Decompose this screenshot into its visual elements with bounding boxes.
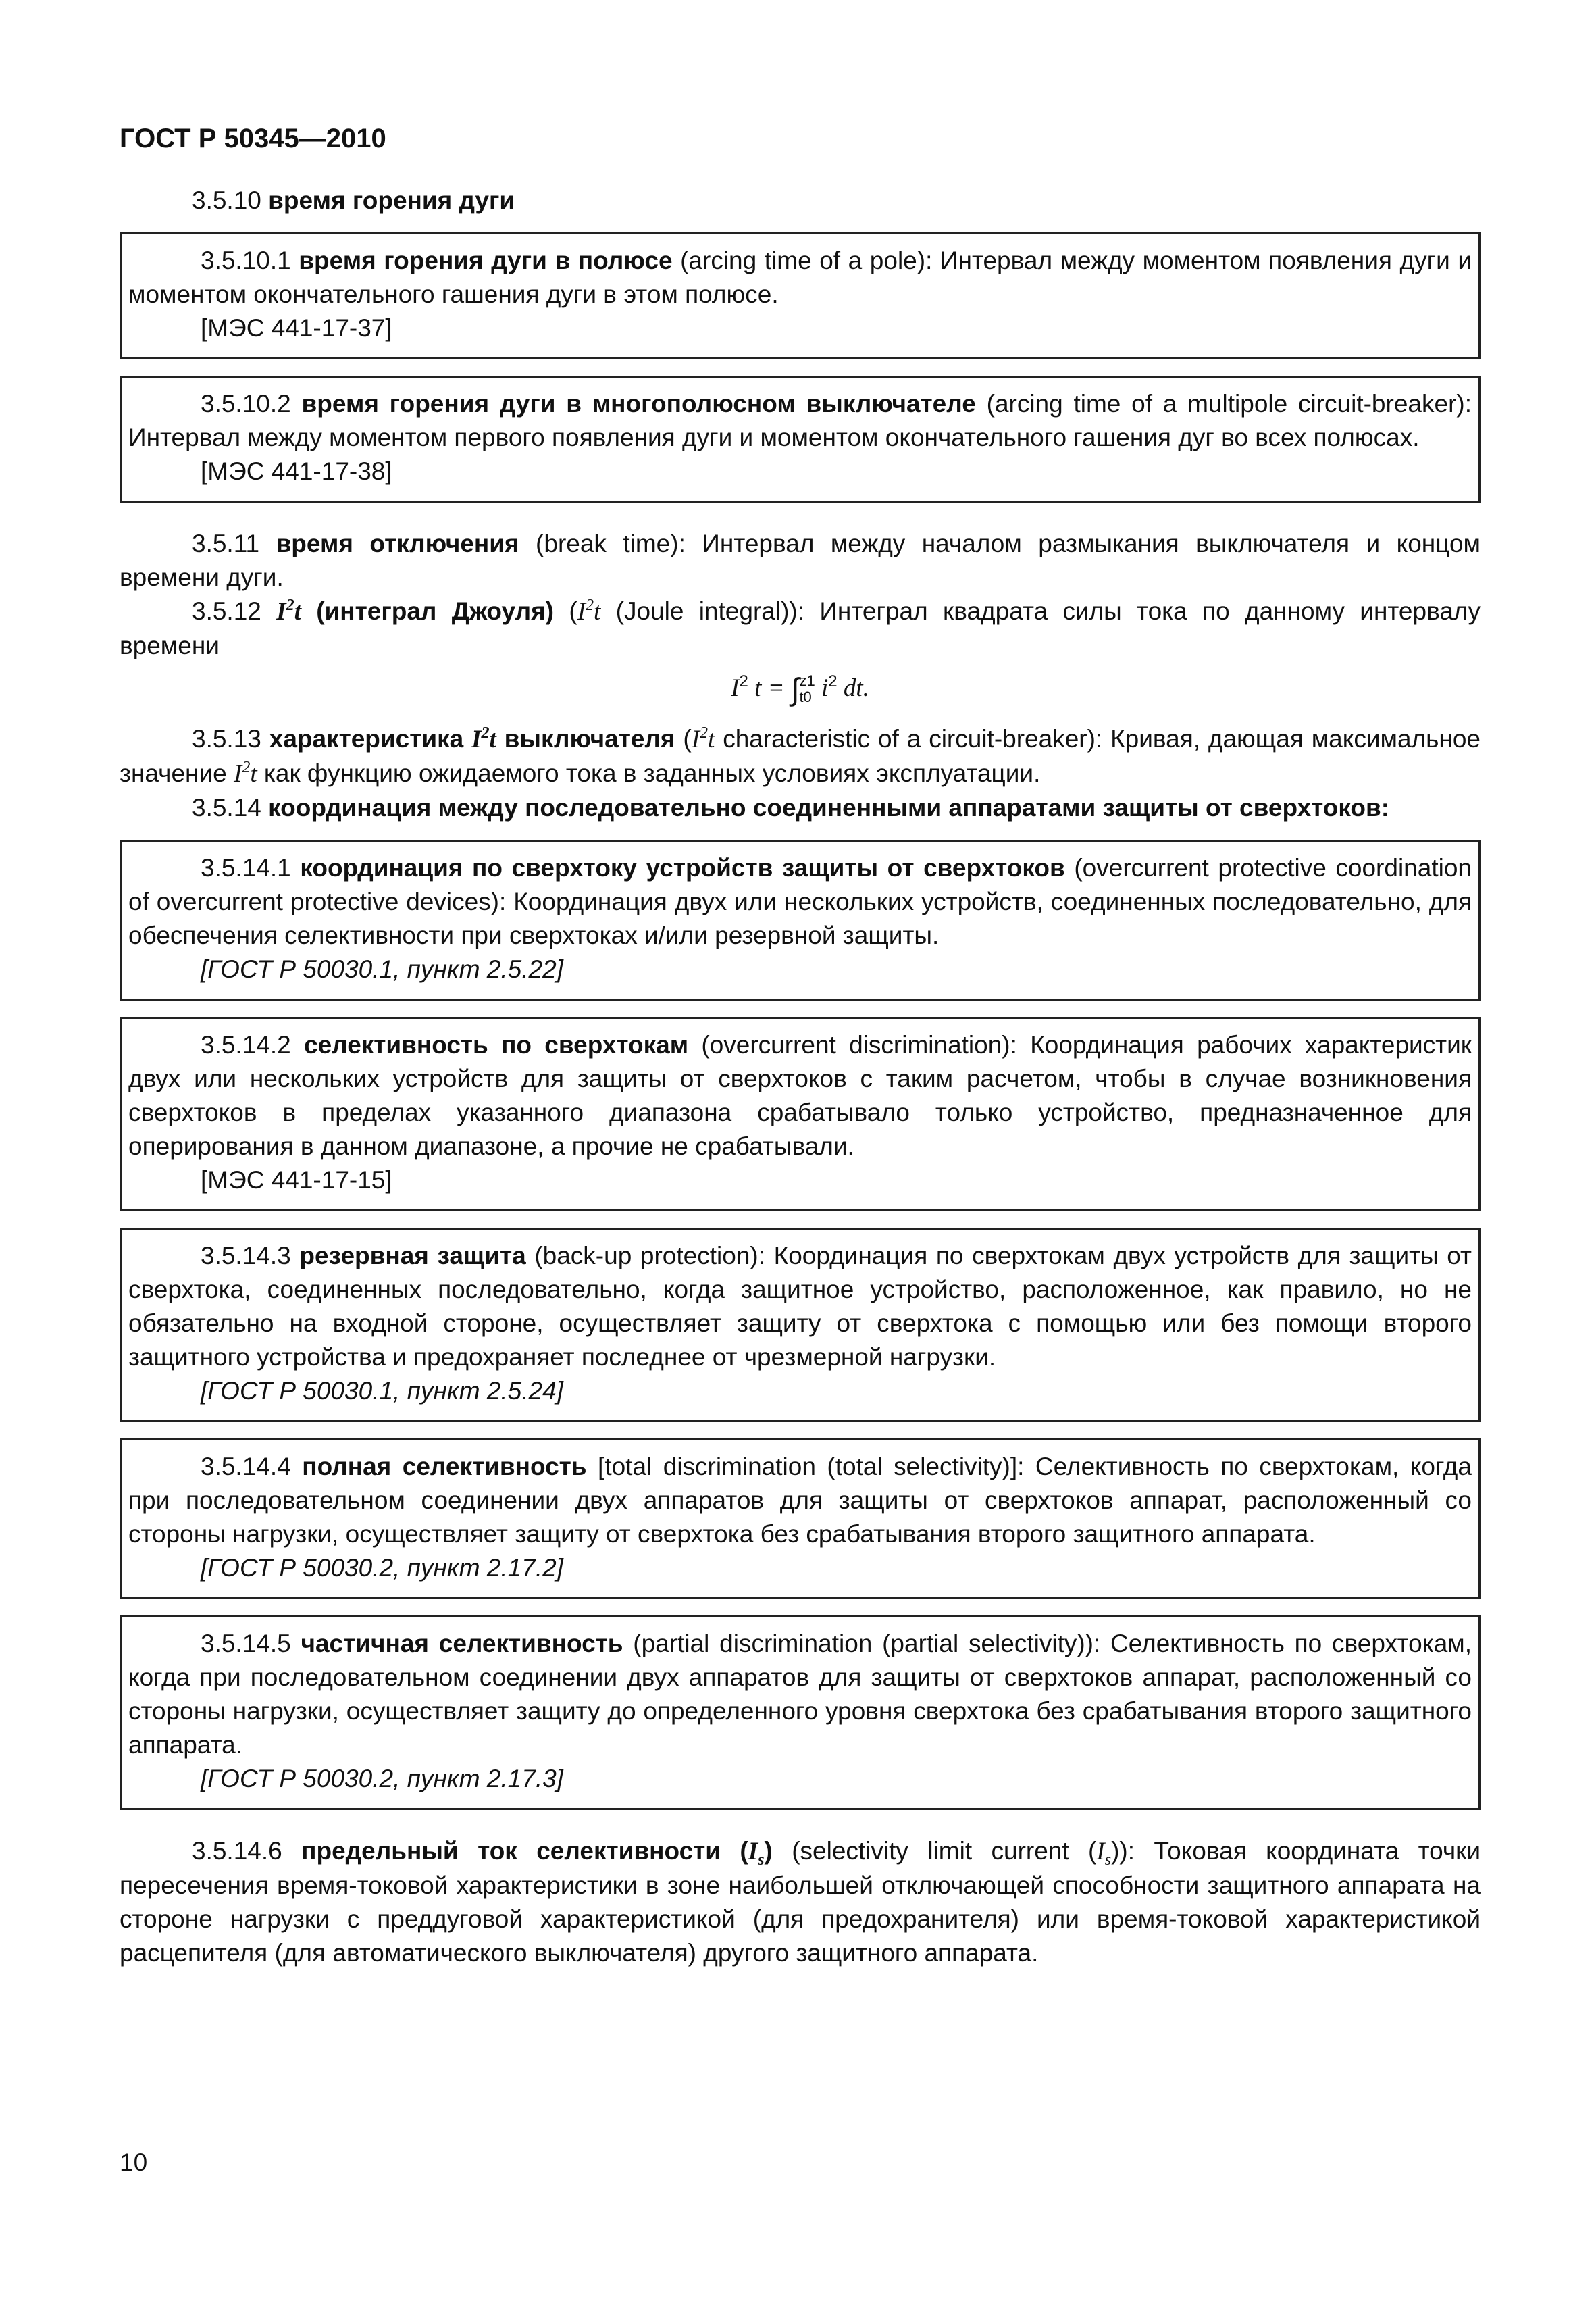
term: время горения дуги [268,186,515,214]
definition-text: 3.5.14.3 резервная защита (back-up protection): Координация по сверхтокам двух устройств для защиты от сверхтока, соединенных последовательно, когда защитное устройство, расположенное, как правило, но не обязательно на входной стороне, осуществляет защиту от сверхтока с помощью или без помощи второго защитного устройства и предохраняет последнее от чрезмерной нагрузки. [128,1242,1472,1371]
reference: [ГОСТ Р 50030.1, пункт 2.5.22] [201,955,563,983]
term: координация между последовательно соединенными аппаратами защиты от сверхтоков: [268,794,1390,822]
term: полная селективность [302,1453,587,1480]
section-3-5-14: 3.5.14 координация между последовательно соединенными аппаратами защиты от сверхтоков: [192,794,1390,822]
reference: [ГОСТ Р 50030.1, пункт 2.5.24] [201,1377,563,1405]
term: координация по сверхтоку устройств защиты от сверхтоков [300,854,1065,882]
term: время горения дуги в многополюсном выключателе [301,390,976,418]
section-3-5-10: 3.5.10 время горения дуги [192,186,515,214]
english-term: (overcurrent protective coordination of overcurrent protective devices) [128,854,1472,915]
definition-text: 3.5.10.2 время горения дуги в многополюсном выключателе (arcing time of a multipole circuit-breaker): Интервал между моментом первого появления дуги и моментом окончательного гашения дуг во всех полюсах. [128,390,1472,451]
english-term: (back-up protection) [525,1242,758,1269]
term: (интеграл Джоуля) [301,597,555,625]
reference: [МЭС 441-17-38] [201,457,392,485]
section-3-5-13: 3.5.13 характеристика $I^2t$ выключателя ($I^2t$ characteristic of a circuit-breaker): Кривая, дающая максимальное значение $I^2t$ как функцию ожидаемого тока в заданных условиях эксплуатации. [120,724,1481,788]
term: резервная защита [299,1242,526,1269]
english-term: (Joule integral)) [600,597,798,625]
page-number: 10 [120,2148,148,2176]
definition-text: 3.5.10.1 время горения дуги в полюсе (arcing time of a pole): Интервал между моментом появления дуги и моментом окончательного гашения дуги в этом полюсе. [128,247,1472,308]
english-term: characteristic of a circuit-breaker) [715,725,1096,753]
symbol-i2t: $I^2t$ [577,597,601,626]
definition-box-3-5-14-3 [120,1228,1481,1422]
integral-limits: z1 t0 [799,672,815,706]
term: время горения дуги в полюсе [299,247,673,274]
english-term: (overcurrent discrimination) [688,1031,1010,1059]
definition-box-3-5-14-5 [120,1615,1481,1810]
document-page [120,122,1481,1970]
english-term: [total discrimination (total selectivity)] [586,1453,1018,1480]
definition-box-3-5-10-1 [120,232,1481,359]
section-3-5-11: 3.5.11 время отключения (break time): Интервал между началом размыкания выключателя и концом времени дуги. [120,530,1481,591]
term: селективность по сверхтокам [304,1031,689,1059]
symbol-i2t: $I^2t$ [276,597,301,626]
definition-box-3-5-14-2 [120,1017,1481,1211]
english-term: (arcing time of a pole) [672,247,926,274]
symbol-i2t: $I^2t$ [471,724,496,753]
term: время отключения [276,530,519,557]
section-3-5-14-6: 3.5.14.6 предельный ток селективности $(I_s)$ (selectivity limit current $(I_s)$): Токовая координата точки пересечения время-токовой характеристики в зоне наибольшей отключающей способности защитного аппарата на стороне нагрузки с преддуговой характеристикой (для предохранителя) или время-токовой характеристикой расцепителя (для автоматического выключателя) другого защитного аппарата. [120,1837,1481,1967]
symbol-is: $I_s$ [748,1838,765,1869]
reference: [ГОСТ Р 50030.2, пункт 2.17.2] [201,1554,563,1582]
term: предельный ток селективности ( [301,1837,748,1865]
integral-sign: ∫ [790,672,800,707]
english-term: (selectivity limit current ( [772,1837,1097,1865]
document-header: ГОСТ Р 50345—2010 [120,124,386,153]
definition-box-3-5-14-1 [120,840,1481,1001]
english-term: (break time) [519,530,679,557]
definition-text: 3.5.14.4 полная селективность [total discrimination (total selectivity)]: Селективность по сверхтокам, когда при последовательном соединении двух аппаратов для защиты от сверхтоков аппарат, расположенный со стороны нагрузки, осуществляет защиту от сверхтока без срабатывания второго защитного аппарата. [128,1453,1472,1548]
reference: [МЭС 441-17-37] [201,314,392,342]
reference: [МЭС 441-17-15] [201,1166,392,1194]
english-term: (partial discrimination (partial selectivity)) [623,1630,1093,1657]
definition-box-3-5-14-4 [120,1438,1481,1599]
term: частичная селективность [301,1630,623,1657]
joule-integral-formula: $I^2$ t = ∫ z1 t0 $i^2$ dt. [731,672,869,707]
definition-text: 3.5.14.2 селективность по сверхтокам (overcurrent discrimination): Координация рабочих характеристик двух или нескольких устройств для защиты от сверхтоков с таким расчетом, чтобы в случае возникновения сверхтоков в пределах указанного диапазона срабатывало только устройство, предназначенное для оперирования в данном диапазоне, а прочие не срабатывали. [128,1031,1472,1160]
english-term: (arcing time of a multipole circuit-breaker) [975,390,1465,418]
definition-box-3-5-10-2 [120,376,1481,503]
definition-text: 3.5.14.1 координация по сверхтоку устройств защиты от сверхтоков (overcurrent protective coordination of overcurrent protective devices): Координация двух или нескольких устройств, соединенных последовательно, для обеспечения селективности при сверхтоках и/или резервной защиты. [128,854,1472,949]
definition-text: 3.5.14.5 частичная селективность (partial discrimination (partial selectivity)): Селективность по сверхтокам, когда при последовательном соединении двух аппаратов для защиты от сверхтоков аппарат, расположенный со стороны нагрузки, осуществляет защиту до определенного уровня сверхтока без срабатывания второго защитного аппарата. [128,1630,1472,1759]
section-3-5-12: 3.5.12 $I^2t$ (интеграл Джоуля) ($I^2t$ (Joule integral)): Интеграл квадрата силы тока по данному интервалу времени [120,597,1481,659]
reference: [ГОСТ Р 50030.2, пункт 2.17.3] [201,1765,563,1792]
